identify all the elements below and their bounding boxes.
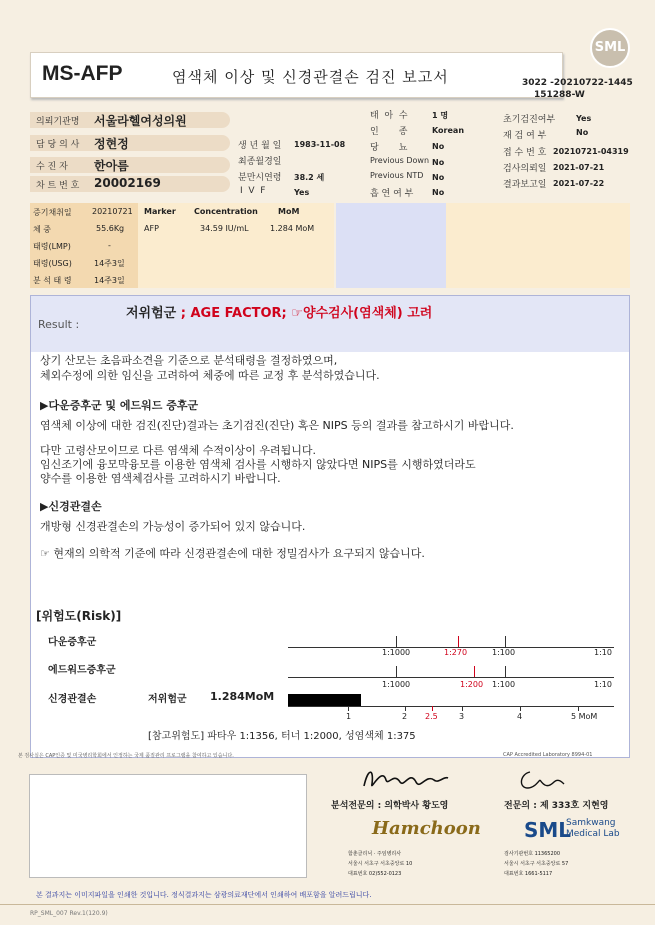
fetus-value: 1 명 xyxy=(432,111,449,120)
weight-value: 55.6Kg xyxy=(96,224,125,233)
result-line xyxy=(126,302,432,321)
inst-label: 의뢰기관명 xyxy=(36,117,80,127)
risk-title: [위험도(Risk)] xyxy=(36,609,122,623)
scale-ntd-line xyxy=(288,706,614,707)
marker-value: AFP xyxy=(144,224,159,233)
ntd-mom-bar xyxy=(288,694,361,706)
signature-2 xyxy=(516,766,566,798)
result-label: Result : xyxy=(38,318,80,331)
scale-ntd-label: 2.5 xyxy=(425,712,438,721)
risk-down-label: 다운증후군 xyxy=(48,637,97,648)
scale-ntd-tick xyxy=(405,706,406,711)
scale-down-label: 1:10 xyxy=(594,648,612,657)
scale-edwards-tick xyxy=(396,666,397,677)
first-value: Yes xyxy=(576,114,592,123)
scale-ntd-label: 1 xyxy=(346,712,352,721)
scale-down-tick xyxy=(396,636,397,647)
ham-info-1: 함춘클리닉 · 주임병리사 xyxy=(348,851,402,857)
scale-ntd-label: 4 xyxy=(517,712,523,721)
scale-edwards-label: 1:100 xyxy=(492,680,516,689)
lmpga-label: 태령(LMP) xyxy=(33,242,71,251)
body-h3: ▶신경관결손 xyxy=(40,500,102,513)
doctor-label: 담 당 의 사 xyxy=(36,140,80,150)
usga-value: 14주3일 xyxy=(94,259,125,268)
race-label: 인 종 xyxy=(370,127,408,137)
corner-sml-logo xyxy=(590,28,630,68)
date-label: 증기채취일 xyxy=(33,208,72,217)
risk-reference: [참고위험도] 파타우 1:1356, 터너 1:2000, 성염색체 1:375 xyxy=(148,731,416,742)
anga-label: 분 석 태 령 xyxy=(33,276,72,285)
ivf-value: Yes xyxy=(294,188,310,197)
scale-ntd-label: 3 xyxy=(459,712,465,721)
dm-label: 당 뇨 xyxy=(370,143,408,153)
smoke-label: 흡 연 여 부 xyxy=(370,189,414,199)
usga-label: 태령(USG) xyxy=(33,259,72,268)
res-label: 결과보고일 xyxy=(503,180,547,190)
scale-edwards-tick xyxy=(505,666,506,677)
ham-info-2: 서울시 서초구 서초중앙로 10 xyxy=(348,861,413,867)
req-value: 2021-07-21 xyxy=(553,163,605,172)
scale-edwards-label: 1:200 xyxy=(460,680,484,689)
re-label: 재 검 여 부 xyxy=(503,131,547,141)
pointing-hand-icon: ☞ xyxy=(291,306,303,321)
scale-edwards-label: 1:10 xyxy=(594,680,612,689)
sml-name-1: Samkwang xyxy=(566,818,616,828)
ivf-label: I V F xyxy=(240,186,266,196)
body-p3b: 임신조기에 융모막융모를 이용한 염색체 검사를 시행하지 않았다면 NIPS를 시행하였더라도 xyxy=(40,458,476,471)
body-p3c: 양수를 이용한 염색체검사를 고려하시기 바랍니다. xyxy=(40,472,281,485)
report-id-2: 151288-W xyxy=(534,90,585,100)
race-value: Korean xyxy=(432,126,465,135)
scale-down-label: 1:100 xyxy=(492,648,516,657)
chart-value: 20002169 xyxy=(94,176,161,190)
res-value: 2021-07-22 xyxy=(553,179,605,188)
cap-left-note: 본 검사실은 CAP인증 및 미국병리학회에서 인정하는 국제 품질관리 프로그램을 참여하고 있습니다. xyxy=(18,753,234,759)
scale-edwards-line xyxy=(288,677,614,678)
sml-info-2: 서울시 서초구 서초중앙로 57 xyxy=(504,861,569,867)
scale-down-tick xyxy=(505,636,506,647)
footer-rule xyxy=(0,904,655,905)
scale-down-label: 1:270 xyxy=(444,648,468,657)
anga-value: 14주3일 xyxy=(94,276,125,285)
smoke-value: No xyxy=(432,188,445,197)
mom-value: 1.284 MoM xyxy=(270,224,315,233)
inst-value: 서울라헬여성의원 xyxy=(94,114,187,128)
scale-edwards-tick xyxy=(474,666,475,677)
form-number: RP_SML_007 Rev.1(120.9) xyxy=(30,910,108,917)
dob-value: 1983-11-08 xyxy=(294,140,346,149)
scale-down-label: 1:1000 xyxy=(382,648,411,657)
result-advice: 양수검사(염색체) 고려 xyxy=(302,306,433,321)
result-low: 저위험군 xyxy=(126,306,177,321)
risk-ntd-mom: 1.284MoM xyxy=(210,690,275,703)
scale-ntd-tick xyxy=(462,706,463,711)
signature-2-label: 전문의 : 제 333호 지현영 xyxy=(504,801,609,811)
measure-blue-col xyxy=(336,203,446,288)
scale-ntd-tick xyxy=(348,706,349,711)
signature-1-label: 분석전문의 : 의학박사 황도영 xyxy=(331,801,449,811)
col-mom: MoM xyxy=(278,207,300,216)
date-value: 20210721 xyxy=(92,207,133,216)
sml-logo: SML xyxy=(524,818,572,842)
age-label: 분만시연령 xyxy=(238,173,282,183)
dm-value: No xyxy=(432,142,445,151)
report-id-1: 3022 -20210722-1445 xyxy=(522,78,633,88)
cap-right-note: CAP Accredited Laboratory 8994-01 xyxy=(503,752,593,758)
body-p1b: 체외수정에 의한 임신을 고려하여 체중에 따른 교정 후 분석하였습니다. xyxy=(40,369,380,382)
report-code: MS-AFP xyxy=(42,62,123,85)
sml-info-1: 검사기관번호 11365200 xyxy=(504,851,561,857)
col-marker: Marker xyxy=(144,207,176,216)
weight-label: 체 중 xyxy=(33,225,51,234)
body-p1a: 상기 산모는 초음파소견을 기준으로 분석태령을 결정하였으며, xyxy=(40,354,338,367)
body-h2: ▶다운증후군 및 에드워드 증후군 xyxy=(40,399,199,412)
comment-box xyxy=(29,774,307,878)
report-title: 염색체 이상 및 신경관결손 검진 보고서 xyxy=(172,68,449,86)
rec-label: 접 수 번 호 xyxy=(503,148,547,158)
risk-ntd-label: 신경관결손 xyxy=(48,694,97,705)
scale-edwards-label: 1:1000 xyxy=(382,680,411,689)
hamchoon-logo: Hamchoon xyxy=(372,818,481,839)
ham-info-3: 대표번호 02)552-0123 xyxy=(348,871,402,877)
patient-value: 한아름 xyxy=(94,159,129,173)
fetus-label: 태 아 수 xyxy=(370,111,408,121)
sml-name-2: Medical Lab xyxy=(566,829,620,839)
scale-ntd-tick xyxy=(578,706,579,711)
re-value: No xyxy=(576,128,589,137)
scale-ntd-tick xyxy=(432,706,433,711)
sml-info-3: 대표번호 1661-5117 xyxy=(504,871,553,877)
result-factor: ; AGE FACTOR; xyxy=(180,306,287,321)
col-conc: Concentration xyxy=(194,207,258,216)
signature-1 xyxy=(360,762,450,798)
first-label: 초기검진여부 xyxy=(503,115,556,125)
body-p4: 개방형 신경관결손의 가능성이 증가되어 있지 않습니다. xyxy=(40,520,306,533)
body-p3a: 다만 고령산모이므로 다른 염색체 수적이상이 우려됩니다. xyxy=(40,444,317,457)
scale-down-tick xyxy=(458,636,459,647)
conc-value: 34.59 IU/mL xyxy=(200,224,249,233)
chart-label: 차 트 번 호 xyxy=(36,181,80,191)
risk-edwards-label: 에드워드증후군 xyxy=(48,665,116,676)
patient-label: 수 진 자 xyxy=(36,162,68,172)
lmp-label: 최종월경일 xyxy=(238,157,282,167)
scale-ntd-label: 2 xyxy=(402,712,408,721)
dob-label: 생 년 월 일 xyxy=(238,141,282,151)
body-p2: 염색체 이상에 대한 검진(진단)결과는 초기검진(진단) 혹은 NIPS 등의 결과를 참고하시기 바랍니다. xyxy=(40,419,514,432)
scale-ntd-tick xyxy=(520,706,521,711)
lmpga-value: - xyxy=(108,241,111,250)
body-p5: ☞ 현재의 의학적 기준에 따라 신경관결손에 대한 정밀검사가 요구되지 않습니다. xyxy=(40,547,425,560)
notice-line: 본 결과지는 이미지파일을 인쇄한 것입니다. 정식결과지는 삼광의료재단에서 인쇄하여 배포함을 알려드립니다. xyxy=(36,891,372,899)
pd-label: Previous Down xyxy=(370,156,430,165)
measure-right-col xyxy=(446,203,630,288)
pntd-value: No xyxy=(432,173,445,182)
risk-ntd-level: 저위험군 xyxy=(148,694,187,705)
pntd-label: Previous NTD xyxy=(370,171,424,180)
pd-value: No xyxy=(432,158,445,167)
req-label: 검사의뢰일 xyxy=(503,164,547,174)
doctor-value: 정현정 xyxy=(94,137,129,151)
corner-logo-text: SML xyxy=(594,40,626,55)
age-value: 38.2 세 xyxy=(294,173,325,182)
rec-value: 20210721-04319 xyxy=(553,147,629,156)
scale-ntd-label: 5 MoM xyxy=(571,712,598,721)
